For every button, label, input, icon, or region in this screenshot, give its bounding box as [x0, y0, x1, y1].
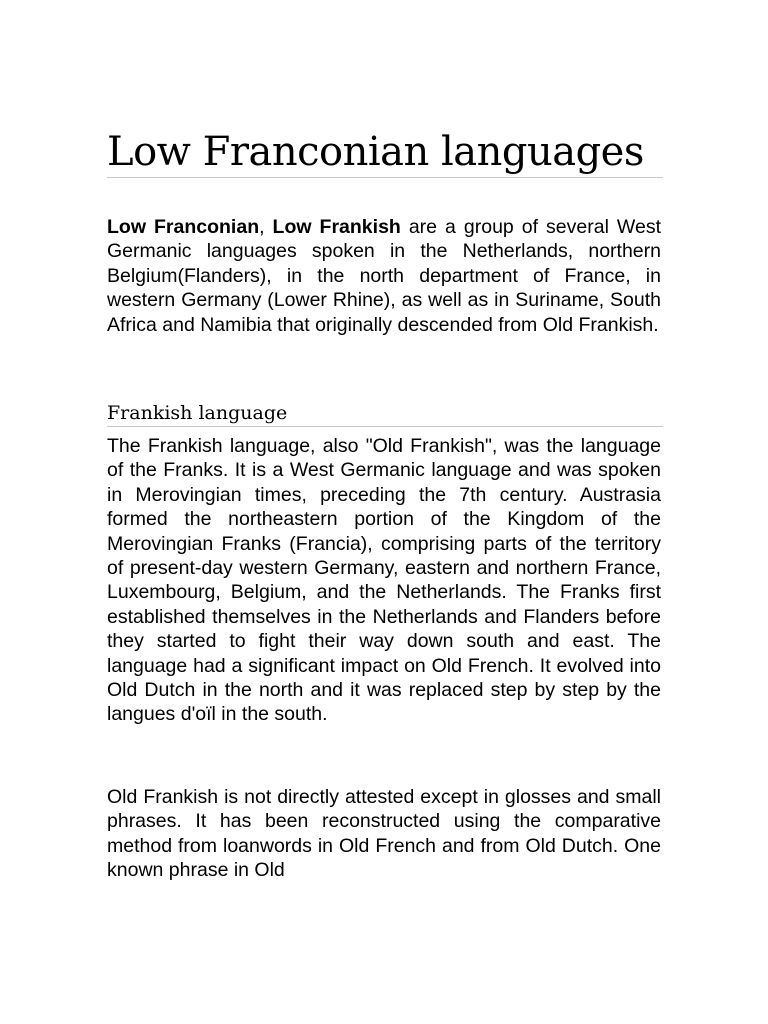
term-low-franconian: Low Franconian [107, 216, 260, 238]
intro-paragraph [107, 215, 661, 337]
section-divider [107, 426, 663, 427]
term-low-frankish: Low Frankish [272, 216, 401, 238]
section-heading: Frankish language [107, 402, 288, 424]
term-separator: , [259, 216, 273, 238]
body-paragraph-2: Old Frankish is not directly attested except in glosses and small phrases. It has been reconstructed using the comparative method from loanwords in Old French and from Old Dutch. One known phrase in Old [107, 786, 661, 882]
title-divider [107, 177, 663, 178]
page-title: Low Franconian languages [107, 129, 644, 175]
body-paragraph-1: The Frankish language, also "Old Frankish", was the language of the Franks. It is a West Germanic language and was spoken in Merovingian times, preceding the 7th century. Austrasia formed the northeastern portion of the Kingdom of the Merovingian Franks (Francia), comprising parts of the territory of present-day western Germany, eastern and northern France, Luxembourg, Belgium, and the Netherlands. The Franks first established themselves in the Netherlands and Flanders before they started to fight their way down south and east. The language had a significant impact on Old French. It evolved into Old Dutch in the north and it was replaced step by step by the langues d'oïl in the south. [107, 435, 661, 726]
intro-text: are a group of several West Germanic languages spoken in the Netherlands, northern Belgium(Flanders), in the north department of France, in western Germany (Lower Rhine), as well as in Suriname, South Africa and Namibia that originally descended from Old Frankish. [107, 216, 661, 336]
